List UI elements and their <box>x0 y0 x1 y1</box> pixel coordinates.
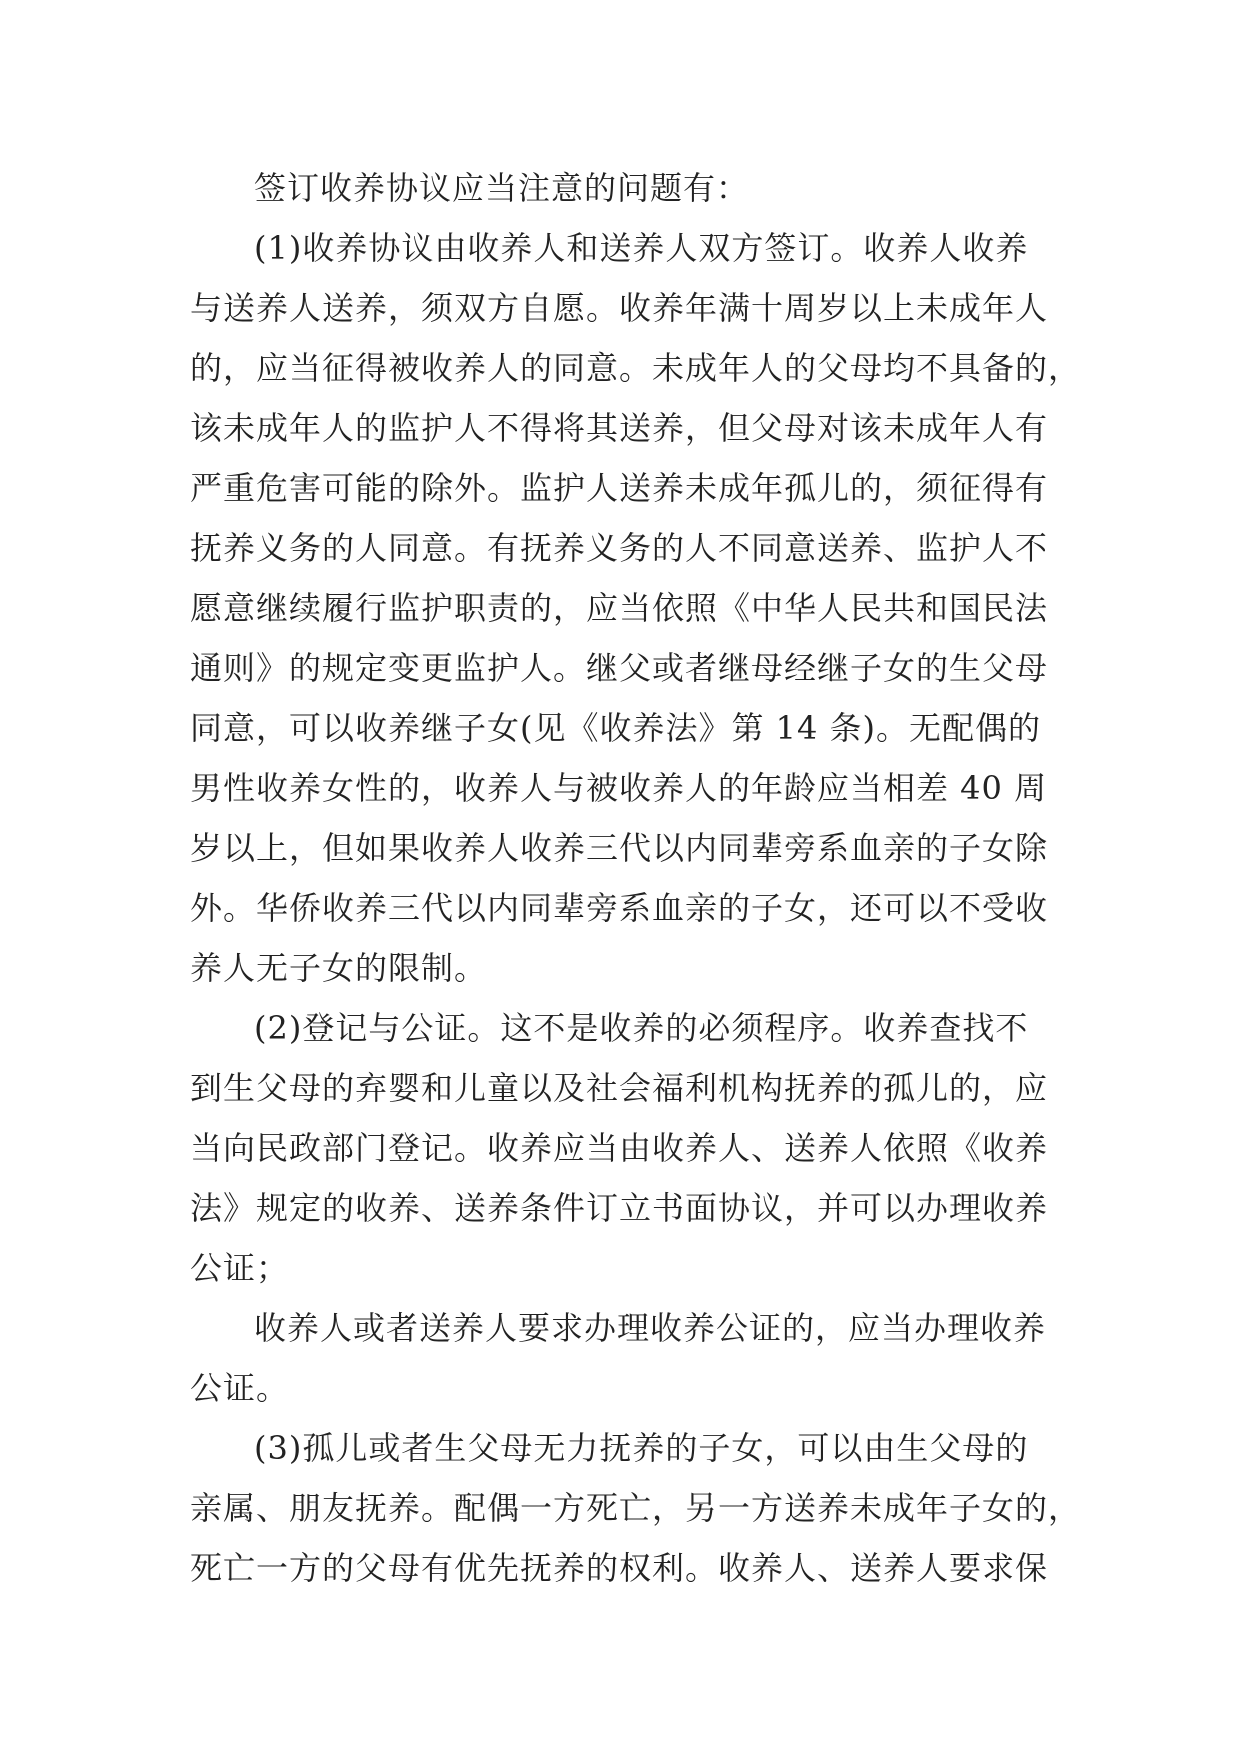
text-line: 公证； <box>190 1249 290 1287</box>
document-body <box>190 158 1082 1598</box>
text-line: 同意，可以收养继子女(见《收养法》第 14 条)。无配偶的 <box>190 709 1042 747</box>
text-line: 养人无子女的限制。 <box>190 949 488 987</box>
text-line: 的，应当征得被收养人的同意。未成年人的父母均不具备的， <box>190 349 1082 387</box>
text-line: 死亡一方的父母有优先抚养的权利。收养人、送养人要求保 <box>190 1549 1049 1587</box>
text-line: 抚养义务的人同意。有抚养义务的人不同意送养、监护人不 <box>190 529 1049 567</box>
text-line: 与送养人送养，须双方自愿。收养年满十周岁以上未成年人 <box>190 289 1049 327</box>
text-line: 外。华侨收养三代以内同辈旁系血亲的子女，还可以不受收 <box>190 889 1049 927</box>
paragraph-item-2 <box>190 998 1060 1298</box>
text-line: 该未成年人的监护人不得将其送养，但父母对该未成年人有 <box>190 409 1049 447</box>
text-line: 公证。 <box>190 1369 290 1407</box>
paragraph-item-2-continued <box>190 1298 1060 1418</box>
text-line: (3)孤儿或者生父母无力抚养的子女，可以由生父母的 <box>254 1429 1029 1467</box>
text-line: 通则》的规定变更监护人。继父或者继母经继子女的生父母 <box>190 649 1049 687</box>
text-line: 收养人或者送养人要求办理收养公证的，应当办理收养 <box>254 1309 1047 1347</box>
text-line: 岁以上，但如果收养人收养三代以内同辈旁系血亲的子女除 <box>190 829 1049 867</box>
text-line: 愿意继续履行监护职责的，应当依照《中华人民共和国民法 <box>190 589 1049 627</box>
paragraph-item-3 <box>190 1418 1082 1598</box>
text-line: 法》规定的收养、送养条件订立书面协议，并可以办理收养 <box>190 1189 1049 1227</box>
text-line: (2)登记与公证。这不是收养的必须程序。收养查找不 <box>254 1009 1029 1047</box>
text-line: 男性收养女性的，收养人与被收养人的年龄应当相差 40 周 <box>190 769 1048 807</box>
text-line: 严重危害可能的除外。监护人送养未成年孤儿的，须征得有 <box>190 469 1049 507</box>
text-line: 当向民政部门登记。收养应当由收养人、送养人依照《收养 <box>190 1129 1049 1167</box>
text-line: 到生父母的弃婴和儿童以及社会福利机构抚养的孤儿的，应 <box>190 1069 1049 1107</box>
paragraph-item-1 <box>190 218 1082 998</box>
paragraph-intro <box>190 158 1060 218</box>
text-line: 亲属、朋友抚养。配偶一方死亡，另一方送养未成年子女的， <box>190 1489 1082 1527</box>
text-line: (1)收养协议由收养人和送养人双方签订。收养人收养 <box>254 229 1029 267</box>
text-line: 签订收养协议应当注意的问题有： <box>254 169 750 207</box>
